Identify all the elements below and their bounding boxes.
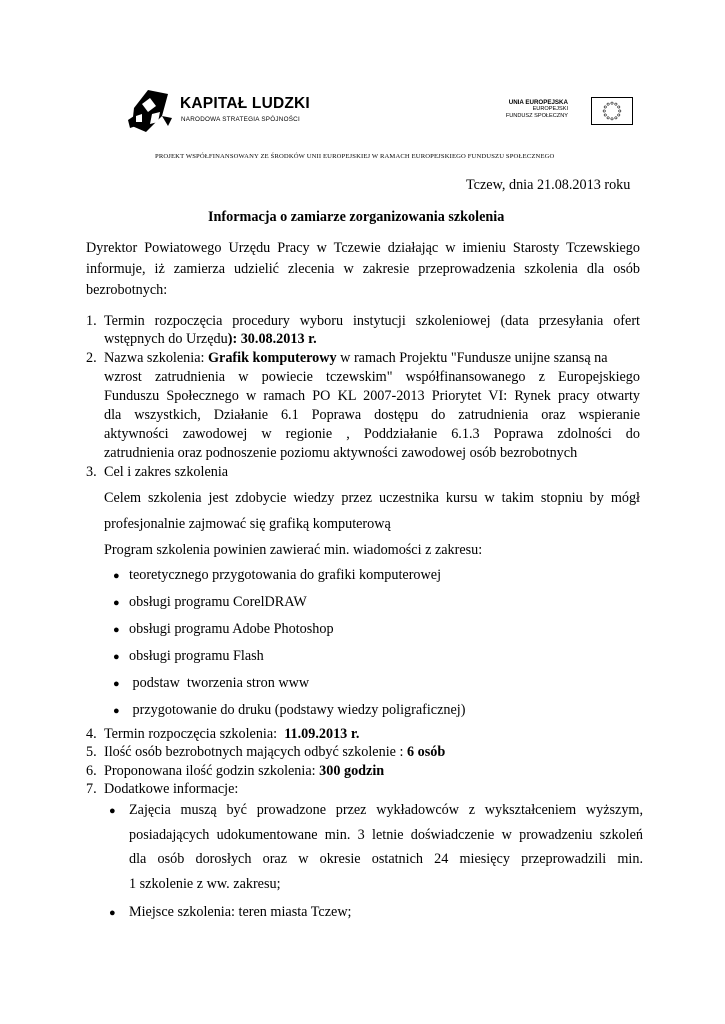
participants-line — [104, 744, 445, 761]
project-cofinancing-line: PROJEKT WSPÓŁFINANSOWANY ZE ŚRODKÓW UNII EUROPEJSKIEJ W RAMACH EUROPEJSKIEGO FUNDUSZU SPOŁECZNEGO — [155, 153, 555, 160]
eu-flag-icon — [591, 97, 633, 125]
item3-heading: Cel i zakres szkolenia — [104, 464, 229, 480]
kapital-ludzki-logo — [128, 86, 318, 136]
additional-info-line: posiadających udokumentowane min. 3 letnie doświadczenie w prowadzeniu szkoleń — [129, 827, 643, 843]
bullet-icon: ● — [113, 651, 120, 663]
intro-line: bezrobotnych: — [86, 282, 168, 298]
list-number: 7. — [86, 781, 97, 797]
item1-line2-text: wstępnych do Urzędu — [104, 331, 228, 347]
program-intro: Program szkolenia powinien zawierać min. wiadomości z zakresu: — [104, 542, 483, 558]
goal-line: Celem szkolenia jest zdobycie wiedzy przez uczestnika kursu w takim stopniu by mógł — [104, 490, 640, 506]
item1-line: Termin rozpoczęcia procedury wyboru instytucji szkoleniowej (data przesyłania ofert — [104, 313, 640, 329]
item1-date: ): 30.08.2013 r. — [227, 331, 317, 347]
kapital-ludzki-emblem-icon — [128, 86, 172, 136]
item2-first-line — [104, 350, 608, 367]
bullet-icon: ● — [109, 805, 116, 817]
item2-project: w ramach Projektu "Fundusze unijne szansą na — [336, 350, 608, 366]
eu-line-2: EUROPEJSKI — [532, 106, 568, 113]
goal-line: profesjonalnie zajmować się grafiką komputerową — [104, 516, 391, 532]
eu-line-1: UNIA EUROPEJSKA — [508, 99, 568, 106]
list-number: 5. — [86, 744, 97, 760]
item7-heading: Dodatkowe informacje: — [104, 781, 239, 797]
bullet-icon: ● — [113, 705, 120, 717]
item1-deadline — [104, 331, 317, 348]
program-bullet: obsługi programu CorelDRAW — [129, 594, 307, 610]
training-name: Grafik komputerowy — [208, 350, 337, 366]
participants-value: 6 osób — [406, 744, 446, 760]
eu-text — [506, 99, 568, 121]
item2-label: Nazwa szkolenia: — [104, 350, 208, 366]
bullet-icon: ● — [113, 570, 120, 582]
program-bullet: podstaw tworzenia stron www — [129, 675, 310, 691]
logo-subtitle: NARODOWA STRATEGIA SPÓJNOŚCI — [181, 116, 300, 123]
logo-title: KAPITAŁ LUDZKI — [180, 95, 310, 112]
list-number: 4. — [86, 726, 97, 742]
item2-line: Funduszu Społecznego w ramach PO KL 2007-2013 Priorytet VI: Rynek pracy otwarty — [104, 388, 640, 404]
additional-info-line: dla osób dorosłych oraz w okresie ostatnich 24 miesięcy przeprowadzili min. — [129, 851, 643, 867]
item2-line: dla wszystkich, Działanie 6.1 Poprawa dostępu do zatrudnienia oraz wspieranie — [104, 407, 640, 423]
hours-label: Proponowana ilość godzin szkolenia: — [104, 763, 320, 779]
additional-info-line: Zajęcia muszą być prowadzone przez wykładowców z wykształceniem wyższym, — [129, 802, 643, 818]
list-number: 1. — [86, 313, 97, 329]
document-title: Informacja o zamiarze zorganizowania szkolenia — [208, 209, 505, 225]
training-location: Miejsce szkolenia: teren miasta Tczew; — [129, 904, 352, 920]
bullet-icon: ● — [113, 678, 120, 690]
place-date: Tczew, dnia 21.08.2013 roku — [466, 177, 631, 193]
bullet-icon: ● — [109, 907, 116, 919]
list-number: 3. — [86, 464, 97, 480]
bullet-icon: ● — [113, 624, 120, 636]
program-bullet: teoretycznego przygotowania do grafiki komputerowej — [129, 567, 442, 583]
start-date-line — [104, 726, 359, 743]
eu-logo — [500, 97, 634, 127]
program-bullet: obsługi programu Flash — [129, 648, 264, 664]
participants-label: Ilość osób bezrobotnych mających odbyć szkolenie : — [104, 744, 407, 760]
program-bullet: przygotowanie do druku (podstawy wiedzy poligraficznej) — [129, 702, 466, 718]
eu-line-3: FUNDUSZ SPOŁECZNY — [505, 113, 568, 120]
start-date-label: Termin rozpoczęcia szkolenia: — [104, 726, 285, 742]
additional-info-line: 1 szkolenie z ww. zakresu; — [129, 876, 281, 892]
program-bullet: obsługi programu Adobe Photoshop — [129, 621, 334, 637]
hours-value: 300 godzin — [319, 763, 385, 779]
bullet-icon: ● — [113, 597, 120, 609]
item2-line: wzrost zatrudnienia w powiecie tczewskim" współfinansowanego z Europejskiego — [104, 369, 640, 385]
list-number: 2. — [86, 350, 97, 366]
list-number: 6. — [86, 763, 97, 779]
hours-line — [104, 763, 384, 780]
start-date-value: 11.09.2013 r. — [284, 726, 360, 742]
item2-line: zatrudnienia oraz podnoszenie poziomu aktywności zawodowej osób bezrobotnych — [104, 445, 578, 461]
intro-line: informuje, iż zamierza udzielić zlecenia w zakresie przeprowadzenia szkolenia dla osób — [86, 261, 640, 277]
intro-line: Dyrektor Powiatowego Urzędu Pracy w Tczewie działając w imieniu Starosty Tczewskiego — [86, 240, 640, 256]
item2-line: aktywności zawodowej w regionie , Poddziałanie 6.1.3 Poprawa zdolności do — [104, 426, 640, 442]
